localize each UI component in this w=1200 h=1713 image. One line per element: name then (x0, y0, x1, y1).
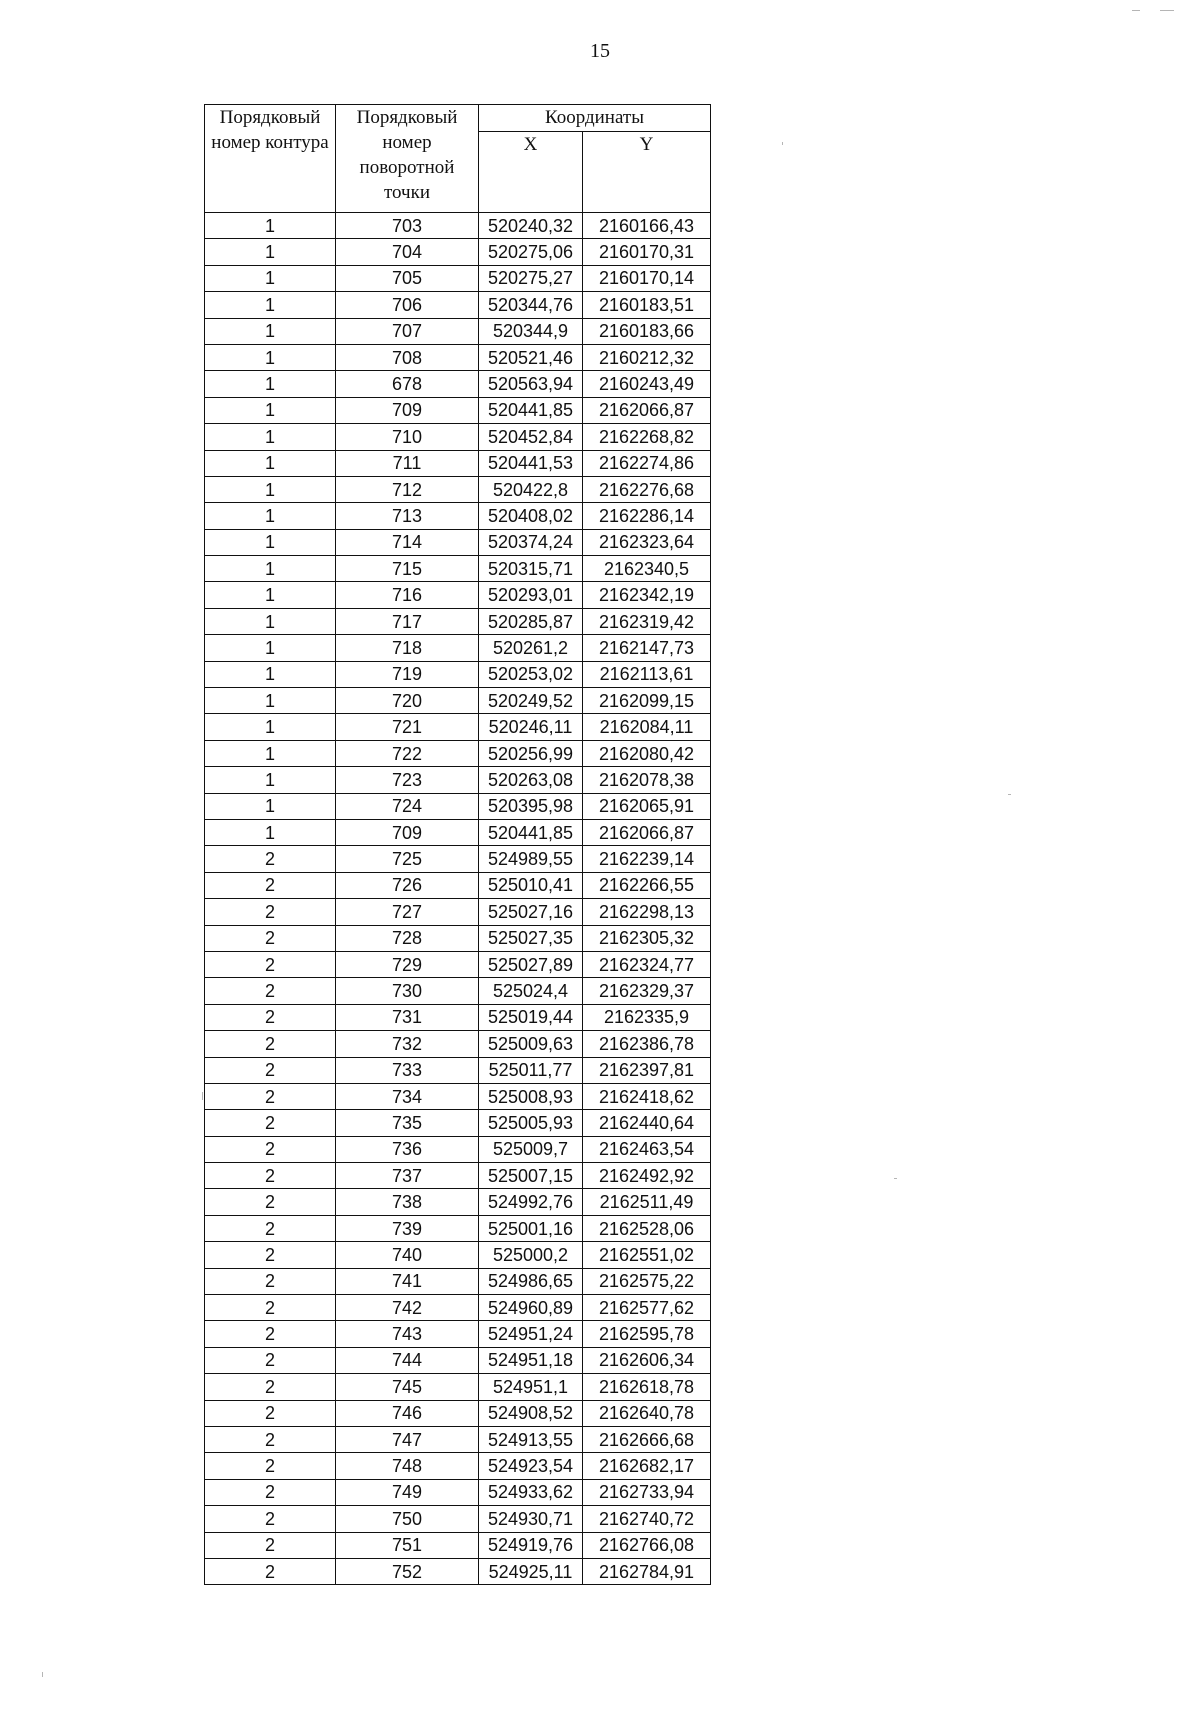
coordinates-table (204, 104, 711, 1585)
cell-x: 525011,77 (479, 1057, 583, 1083)
cell-point-number: 732 (336, 1031, 479, 1057)
cell-contour-number: 2 (205, 1374, 336, 1400)
cell-x: 524951,1 (479, 1374, 583, 1400)
table-row (205, 978, 711, 1004)
cell-contour-number: 2 (205, 1347, 336, 1373)
table-row (205, 1479, 711, 1505)
cell-point-number: 711 (336, 450, 479, 476)
table-row (205, 213, 711, 239)
cell-point-number: 746 (336, 1400, 479, 1426)
cell-point-number: 727 (336, 899, 479, 925)
scan-speck (782, 142, 783, 145)
cell-x: 525027,89 (479, 951, 583, 977)
cell-point-number: 747 (336, 1426, 479, 1452)
cell-point-number: 726 (336, 872, 479, 898)
cell-contour-number: 1 (205, 582, 336, 608)
cell-contour-number: 1 (205, 450, 336, 476)
cell-x: 520452,84 (479, 424, 583, 450)
table-row (205, 318, 711, 344)
table-row (205, 556, 711, 582)
cell-contour-number: 1 (205, 239, 336, 265)
cell-y: 2162078,38 (583, 767, 711, 793)
cell-y: 2162099,15 (583, 688, 711, 714)
cell-x: 524951,24 (479, 1321, 583, 1347)
table-row (205, 767, 711, 793)
cell-y: 2162340,5 (583, 556, 711, 582)
cell-x: 520395,98 (479, 793, 583, 819)
table-header (205, 105, 711, 213)
cell-y: 2160212,32 (583, 344, 711, 370)
cell-point-number: 750 (336, 1506, 479, 1532)
cell-x: 525027,16 (479, 899, 583, 925)
cell-y: 2162640,78 (583, 1400, 711, 1426)
cell-x: 524986,65 (479, 1268, 583, 1294)
cell-contour-number: 2 (205, 1268, 336, 1294)
cell-point-number: 739 (336, 1215, 479, 1241)
cell-contour-number: 2 (205, 1004, 336, 1030)
cell-point-number: 709 (336, 397, 479, 423)
cell-x: 525027,35 (479, 925, 583, 951)
cell-contour-number: 1 (205, 608, 336, 634)
table-row (205, 1189, 711, 1215)
cell-x: 520441,85 (479, 397, 583, 423)
header-coordinates: Координаты (479, 105, 711, 132)
cell-x: 520253,02 (479, 661, 583, 687)
cell-y: 2162606,34 (583, 1347, 711, 1373)
cell-x: 525019,44 (479, 1004, 583, 1030)
cell-point-number: 715 (336, 556, 479, 582)
table-row (205, 688, 711, 714)
cell-point-number: 748 (336, 1453, 479, 1479)
cell-y: 2162492,92 (583, 1163, 711, 1189)
cell-y: 2162418,62 (583, 1083, 711, 1109)
cell-y: 2162305,32 (583, 925, 711, 951)
table-row (205, 846, 711, 872)
cell-y: 2160170,31 (583, 239, 711, 265)
table-row (205, 714, 711, 740)
cell-x: 525001,16 (479, 1215, 583, 1241)
table-row (205, 1506, 711, 1532)
cell-x: 525009,63 (479, 1031, 583, 1057)
cell-point-number: 706 (336, 292, 479, 318)
scan-speck (42, 1672, 43, 1677)
cell-x: 524960,89 (479, 1295, 583, 1321)
cell-point-number: 752 (336, 1558, 479, 1584)
cell-y: 2162324,77 (583, 951, 711, 977)
table-row (205, 793, 711, 819)
cell-x: 524908,52 (479, 1400, 583, 1426)
cell-point-number: 713 (336, 503, 479, 529)
cell-point-number: 729 (336, 951, 479, 977)
table-row (205, 1400, 711, 1426)
cell-y: 2162084,11 (583, 714, 711, 740)
cell-contour-number: 1 (205, 740, 336, 766)
cell-contour-number: 2 (205, 951, 336, 977)
table-row (205, 1295, 711, 1321)
table-row (205, 529, 711, 555)
cell-y: 2162323,64 (583, 529, 711, 555)
table-row (205, 450, 711, 476)
table-row (205, 1426, 711, 1452)
table-row (205, 1558, 711, 1584)
table-row (205, 1321, 711, 1347)
cell-y: 2162276,68 (583, 476, 711, 502)
cell-y: 2162595,78 (583, 1321, 711, 1347)
header-contour-number: Порядковый номер контура (205, 105, 336, 213)
cell-contour-number: 1 (205, 688, 336, 714)
cell-y: 2162066,87 (583, 397, 711, 423)
cell-y: 2162329,37 (583, 978, 711, 1004)
scan-speck (1008, 794, 1011, 795)
cell-contour-number: 2 (205, 1215, 336, 1241)
cell-point-number: 737 (336, 1163, 479, 1189)
cell-point-number: 740 (336, 1242, 479, 1268)
cell-point-number: 736 (336, 1136, 479, 1162)
cell-x: 520240,32 (479, 213, 583, 239)
cell-point-number: 744 (336, 1347, 479, 1373)
cell-y: 2162065,91 (583, 793, 711, 819)
cell-point-number: 722 (336, 740, 479, 766)
cell-x: 520275,06 (479, 239, 583, 265)
cell-point-number: 749 (336, 1479, 479, 1505)
cell-y: 2162733,94 (583, 1479, 711, 1505)
cell-point-number: 738 (336, 1189, 479, 1215)
cell-point-number: 734 (336, 1083, 479, 1109)
cell-contour-number: 1 (205, 661, 336, 687)
cell-contour-number: 2 (205, 925, 336, 951)
cell-y: 2162740,72 (583, 1506, 711, 1532)
cell-point-number: 710 (336, 424, 479, 450)
cell-y: 2162113,61 (583, 661, 711, 687)
cell-contour-number: 2 (205, 899, 336, 925)
cell-x: 524951,18 (479, 1347, 583, 1373)
scan-speck (1132, 10, 1140, 11)
cell-y: 2162147,73 (583, 635, 711, 661)
cell-point-number: 720 (336, 688, 479, 714)
cell-contour-number: 2 (205, 1479, 336, 1505)
header-y: Y (583, 132, 711, 213)
cell-x: 520344,9 (479, 318, 583, 344)
table-row (205, 1031, 711, 1057)
cell-point-number: 704 (336, 239, 479, 265)
table-row (205, 1347, 711, 1373)
cell-contour-number: 2 (205, 1453, 336, 1479)
table-row (205, 608, 711, 634)
table-row (205, 239, 711, 265)
cell-point-number: 724 (336, 793, 479, 819)
cell-x: 524913,55 (479, 1426, 583, 1452)
cell-y: 2162286,14 (583, 503, 711, 529)
cell-x: 520315,71 (479, 556, 583, 582)
cell-contour-number: 1 (205, 793, 336, 819)
cell-y: 2160183,51 (583, 292, 711, 318)
cell-contour-number: 1 (205, 635, 336, 661)
table-row (205, 503, 711, 529)
cell-point-number: 735 (336, 1110, 479, 1136)
table-row (205, 951, 711, 977)
cell-y: 2160183,66 (583, 318, 711, 344)
cell-x: 520275,27 (479, 265, 583, 291)
cell-point-number: 730 (336, 978, 479, 1004)
cell-y: 2162386,78 (583, 1031, 711, 1057)
cell-contour-number: 2 (205, 1400, 336, 1426)
cell-contour-number: 1 (205, 476, 336, 502)
cell-point-number: 719 (336, 661, 479, 687)
table-row (205, 819, 711, 845)
cell-x: 525008,93 (479, 1083, 583, 1109)
cell-y: 2162266,55 (583, 872, 711, 898)
cell-point-number: 745 (336, 1374, 479, 1400)
cell-y: 2162335,9 (583, 1004, 711, 1030)
cell-y: 2162511,49 (583, 1189, 711, 1215)
cell-contour-number: 1 (205, 265, 336, 291)
cell-x: 525009,7 (479, 1136, 583, 1162)
cell-x: 520441,53 (479, 450, 583, 476)
header-point-number: Порядковый номер поворотной точки (336, 105, 479, 213)
cell-y: 2160166,43 (583, 213, 711, 239)
cell-contour-number: 2 (205, 1110, 336, 1136)
cell-y: 2162551,02 (583, 1242, 711, 1268)
cell-point-number: 751 (336, 1532, 479, 1558)
cell-y: 2162440,64 (583, 1110, 711, 1136)
cell-contour-number: 1 (205, 503, 336, 529)
cell-x: 520344,76 (479, 292, 583, 318)
cell-contour-number: 2 (205, 1031, 336, 1057)
cell-x: 524989,55 (479, 846, 583, 872)
cell-contour-number: 1 (205, 213, 336, 239)
table-row (205, 344, 711, 370)
table-row (205, 1453, 711, 1479)
table-row (205, 1083, 711, 1109)
table-row (205, 397, 711, 423)
cell-contour-number: 1 (205, 767, 336, 793)
cell-y: 2162342,19 (583, 582, 711, 608)
cell-x: 525005,93 (479, 1110, 583, 1136)
cell-contour-number: 1 (205, 424, 336, 450)
cell-x: 524923,54 (479, 1453, 583, 1479)
cell-point-number: 723 (336, 767, 479, 793)
cell-x: 520249,52 (479, 688, 583, 714)
header-x: X (479, 132, 583, 213)
cell-point-number: 731 (336, 1004, 479, 1030)
cell-y: 2162268,82 (583, 424, 711, 450)
cell-x: 520374,24 (479, 529, 583, 555)
cell-point-number: 705 (336, 265, 479, 291)
cell-contour-number: 2 (205, 872, 336, 898)
cell-x: 520441,85 (479, 819, 583, 845)
cell-contour-number: 2 (205, 846, 336, 872)
cell-point-number: 717 (336, 608, 479, 634)
cell-y: 2162298,13 (583, 899, 711, 925)
cell-contour-number: 2 (205, 1295, 336, 1321)
cell-y: 2162319,42 (583, 608, 711, 634)
cell-contour-number: 1 (205, 714, 336, 740)
cell-x: 525000,2 (479, 1242, 583, 1268)
cell-contour-number: 2 (205, 1083, 336, 1109)
cell-point-number: 733 (336, 1057, 479, 1083)
table-row (205, 1532, 711, 1558)
cell-y: 2162784,91 (583, 1558, 711, 1584)
cell-contour-number: 2 (205, 978, 336, 1004)
table-row (205, 1057, 711, 1083)
cell-y: 2162080,42 (583, 740, 711, 766)
cell-contour-number: 2 (205, 1532, 336, 1558)
cell-x: 520246,11 (479, 714, 583, 740)
cell-point-number: 721 (336, 714, 479, 740)
cell-x: 520293,01 (479, 582, 583, 608)
cell-point-number: 712 (336, 476, 479, 502)
table-row (205, 872, 711, 898)
cell-y: 2160243,49 (583, 371, 711, 397)
cell-y: 2162666,68 (583, 1426, 711, 1452)
table-row (205, 925, 711, 951)
cell-y: 2162274,86 (583, 450, 711, 476)
table-row (205, 661, 711, 687)
cell-contour-number: 1 (205, 371, 336, 397)
cell-x: 520422,8 (479, 476, 583, 502)
cell-x: 520563,94 (479, 371, 583, 397)
cell-y: 2162239,14 (583, 846, 711, 872)
cell-x: 524919,76 (479, 1532, 583, 1558)
cell-y: 2162575,22 (583, 1268, 711, 1294)
table-row (205, 265, 711, 291)
table-row (205, 1163, 711, 1189)
cell-contour-number: 2 (205, 1189, 336, 1215)
cell-point-number: 725 (336, 846, 479, 872)
cell-x: 520261,2 (479, 635, 583, 661)
cell-point-number: 709 (336, 819, 479, 845)
table-row (205, 582, 711, 608)
cell-contour-number: 1 (205, 556, 336, 582)
cell-x: 524925,11 (479, 1558, 583, 1584)
table-row (205, 635, 711, 661)
scan-speck (202, 1092, 203, 1100)
cell-x: 520521,46 (479, 344, 583, 370)
cell-contour-number: 1 (205, 819, 336, 845)
cell-contour-number: 2 (205, 1136, 336, 1162)
cell-x: 525010,41 (479, 872, 583, 898)
cell-contour-number: 1 (205, 397, 336, 423)
table-row (205, 292, 711, 318)
table-row (205, 371, 711, 397)
cell-contour-number: 2 (205, 1426, 336, 1452)
table-row (205, 1268, 711, 1294)
cell-x: 524933,62 (479, 1479, 583, 1505)
cell-contour-number: 2 (205, 1242, 336, 1268)
cell-x: 525007,15 (479, 1163, 583, 1189)
cell-contour-number: 1 (205, 318, 336, 344)
cell-x: 520285,87 (479, 608, 583, 634)
table-row (205, 899, 711, 925)
table-row (205, 1110, 711, 1136)
cell-point-number: 742 (336, 1295, 479, 1321)
cell-y: 2160170,14 (583, 265, 711, 291)
cell-point-number: 743 (336, 1321, 479, 1347)
cell-contour-number: 1 (205, 292, 336, 318)
scan-speck (1160, 10, 1174, 11)
cell-point-number: 716 (336, 582, 479, 608)
table-row (205, 1004, 711, 1030)
cell-contour-number: 1 (205, 344, 336, 370)
cell-x: 525024,4 (479, 978, 583, 1004)
table-row (205, 424, 711, 450)
cell-contour-number: 2 (205, 1558, 336, 1584)
cell-x: 520408,02 (479, 503, 583, 529)
cell-contour-number: 2 (205, 1163, 336, 1189)
cell-y: 2162528,06 (583, 1215, 711, 1241)
cell-x: 524930,71 (479, 1506, 583, 1532)
cell-y: 2162066,87 (583, 819, 711, 845)
cell-point-number: 678 (336, 371, 479, 397)
cell-x: 520263,08 (479, 767, 583, 793)
cell-y: 2162463,54 (583, 1136, 711, 1162)
cell-point-number: 714 (336, 529, 479, 555)
cell-y: 2162766,08 (583, 1532, 711, 1558)
cell-point-number: 728 (336, 925, 479, 951)
page-number: 15 (590, 40, 610, 62)
cell-y: 2162397,81 (583, 1057, 711, 1083)
table-row (205, 1374, 711, 1400)
cell-y: 2162577,62 (583, 1295, 711, 1321)
cell-x: 520256,99 (479, 740, 583, 766)
cell-point-number: 741 (336, 1268, 479, 1294)
table-row (205, 740, 711, 766)
cell-y: 2162618,78 (583, 1374, 711, 1400)
cell-point-number: 707 (336, 318, 479, 344)
cell-point-number: 708 (336, 344, 479, 370)
table-row (205, 1242, 711, 1268)
cell-contour-number: 2 (205, 1321, 336, 1347)
cell-contour-number: 2 (205, 1057, 336, 1083)
scan-speck (894, 1178, 897, 1179)
cell-point-number: 718 (336, 635, 479, 661)
cell-contour-number: 2 (205, 1506, 336, 1532)
table-row (205, 1215, 711, 1241)
table-row (205, 476, 711, 502)
table-row (205, 1136, 711, 1162)
cell-point-number: 703 (336, 213, 479, 239)
table-body (205, 213, 711, 1585)
cell-x: 524992,76 (479, 1189, 583, 1215)
cell-contour-number: 1 (205, 529, 336, 555)
cell-y: 2162682,17 (583, 1453, 711, 1479)
